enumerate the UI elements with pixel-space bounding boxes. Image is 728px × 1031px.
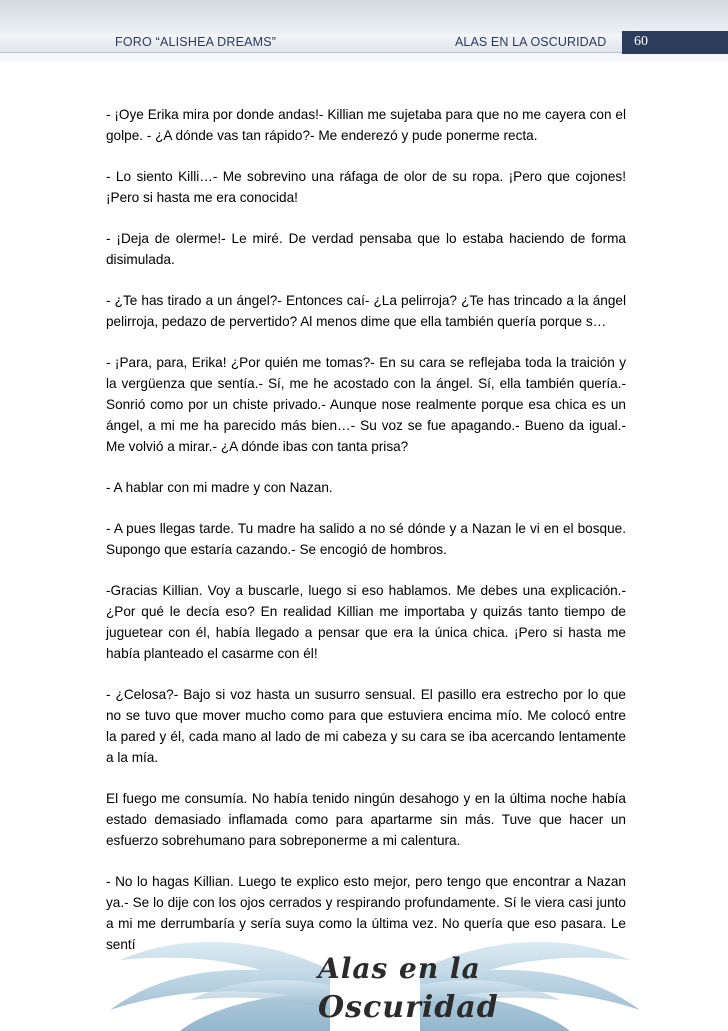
paragraph: - ¿Te has tirado a un ángel?- Entonces caí- ¿La pelirroja? ¿Te has trincado a la ángel pelirroja, pedazo de pervertido? Al menos dime que ella también quería porque s…	[106, 293, 626, 329]
paragraph: - ¡Oye Erika mira por donde andas!- Killian me sujetaba para que no me cayera con el golpe. - ¿A dónde vas tan rápido?- Me enderezó y pude ponerme recta.	[106, 107, 626, 143]
book-title: ALAS EN LA OSCURIDAD	[455, 35, 607, 49]
paragraph: El fuego me consumía. No había tenido ningún desahogo y en la última noche había estado demasiado inflamada como para apartarme sin más. Tuve que hacer un esfuerzo sobrehumano para sobreponerme a mi calentura.	[106, 791, 626, 848]
page-number: 60	[634, 34, 648, 49]
logo-text-line2: Oscuridad	[318, 990, 499, 1025]
paragraph: - A hablar con mi madre y con Nazan.	[106, 480, 333, 495]
paragraph: - ¿Celosa?- Bajo si voz hasta un susurro sensual. El pasillo era estrecho por lo que no se tuvo que mover mucho como para que estuviera encima mío. Me colocó entre la pared y él, cada mano al lado de mi cabeza y su cara se iba acercando lentamente a la mía.	[106, 687, 626, 765]
paragraph: - A pues llegas tarde. Tu madre ha salido a no sé dónde y a Nazan le vi en el bosque. Supongo que estaría cazando.- Se encogió de hombros.	[106, 521, 626, 557]
header-bar	[0, 34, 728, 53]
forum-title: FORO “ALISHEA DREAMS”	[115, 35, 277, 49]
paragraph: - Lo siento Killi…- Me sobrevino una ráfaga de olor de su ropa. ¡Pero que cojones! ¡Pero si hasta me era conocida!	[106, 169, 626, 205]
page-header	[0, 0, 728, 62]
logo-text-line1: Alas en la	[318, 952, 481, 985]
body-text	[106, 104, 626, 952]
paragraph: -Gracias Killian. Voy a buscarle, luego si eso hablamos. Me debes una explicación.- ¿Por qué le decía eso? En realidad Killian me importaba y quizás tanto tiempo de juguetear con él, había llegado a pensar que era la única chica. ¡Pero si hasta me había planteado el casarme con él!	[106, 583, 626, 661]
paragraph: - No lo hagas Killian. Luego te explico esto mejor, pero tengo que encontrar a Nazan ya.- Se lo dije con los ojos cerrados y respirando profundamente. Sí le viera casi junto a mi me derrumbaría y sería suya como la última vez. No quería que eso pasara. Le sentí	[106, 874, 626, 952]
paragraph: - ¡Para, para, Erika! ¿Por quién me tomas?- En su cara se reflejaba toda la traición y la vergüenza que sentía.- Sí, me he acostado con la ángel. Sí, ella también quería.- Sonrió como por un chiste privado.- Aunque nose realmente porque esa chica es un ángel, a mi me ha parecido más bien…- Su voz se fue apagando.- Bueno da igual.- Me volvió a mirar.- ¿A dónde ibas con tanta prisa?	[106, 355, 626, 454]
paragraph: - ¡Deja de olerme!- Le miré. De verdad pensaba que lo estaba haciendo de forma disimulada.	[106, 231, 626, 267]
